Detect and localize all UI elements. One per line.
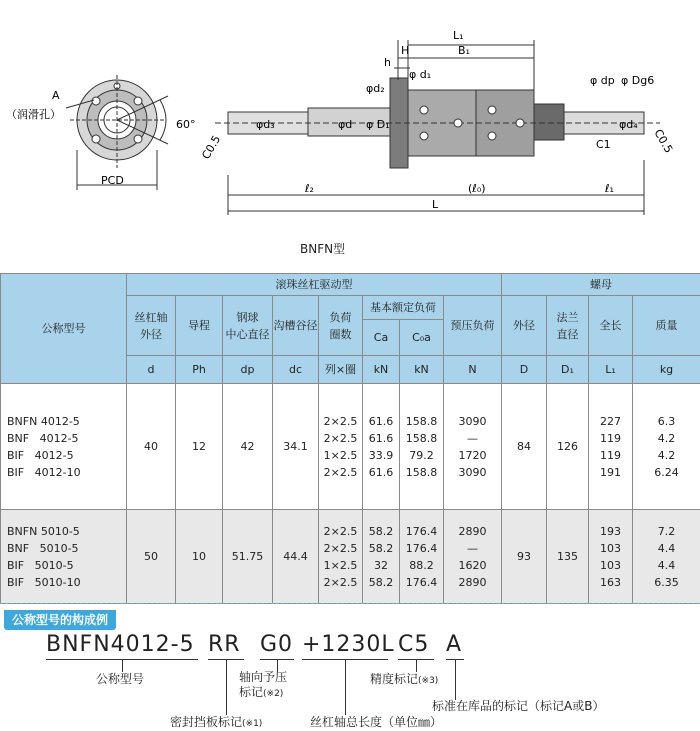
cell-preload: 2890 — 1620 2890: [444, 510, 502, 604]
header-c0a: C₀a: [400, 320, 444, 356]
leader-stock: [455, 660, 456, 700]
cell-ph: 10: [176, 510, 223, 604]
cell-ca: 58.2 58.2 32 58.2: [363, 510, 400, 604]
dim-d: φd: [338, 118, 353, 131]
cell-dc: 34.1: [273, 384, 319, 510]
cell-D: 93: [502, 510, 547, 604]
code-seal: RR: [208, 632, 241, 657]
table-row: [1, 384, 700, 510]
header-basic-load: 基本额定负荷: [363, 296, 444, 320]
chamfer-right-label: C0.5: [651, 127, 676, 156]
ball-screw-drawing: [0, 0, 700, 265]
model-list: BNFN 5010-5 BNF 5010-5 BIF 5010-5 BIF 5010-10: [1, 510, 127, 604]
unit-ph: Ph: [176, 356, 223, 384]
cell-dp: 42: [223, 384, 273, 510]
leader-seal: [226, 660, 227, 715]
unit-dc: dc: [273, 356, 319, 384]
dim-L1: L₁: [453, 29, 464, 42]
cell-D1: 126: [547, 384, 589, 510]
dim-l0: (ℓ₀): [468, 182, 486, 195]
dim-d1: φ d₁: [409, 68, 432, 81]
label-stock: 标准在库品的标记（标记A或B）: [432, 699, 605, 713]
label-length: 丝杠轴总长度（单位㎜）: [310, 715, 443, 729]
dim-dp: φ dp: [590, 74, 615, 87]
header-lead: 导程: [176, 296, 223, 356]
code-preload: G0: [260, 632, 294, 657]
code-model: BNFN4012-5: [46, 632, 195, 657]
cell-kg: 7.2 4.4 4.4 6.35: [633, 510, 700, 604]
dim-B1: B₁: [458, 44, 470, 57]
dim-d2: φd₂: [366, 82, 385, 95]
unit-L1: L₁: [589, 356, 633, 384]
cell-preload: 3090 — 1720 3090: [444, 384, 502, 510]
oil-hole-marker: A: [52, 89, 60, 102]
header-preload: 预压负荷: [444, 296, 502, 356]
header-outer-dia: 外径: [502, 296, 547, 356]
dim-d4: φd₄: [619, 118, 638, 131]
header-ca: Ca: [363, 320, 400, 356]
section-divider: [0, 603, 700, 607]
code-accuracy: C5: [398, 632, 430, 657]
header-total-length: 全长: [589, 296, 633, 356]
header-drive-group: 滚珠丝杠驱动型: [127, 274, 502, 296]
table-row: [1, 510, 700, 604]
leader-length: [345, 660, 346, 715]
spec-table: [0, 273, 700, 604]
label-model: 公称型号: [96, 672, 145, 686]
label-seal: 密封挡板标记(※1): [170, 715, 263, 729]
cell-D1: 135: [547, 510, 589, 604]
unit-kg: kg: [633, 356, 700, 384]
unit-D: D: [502, 356, 547, 384]
header-flange-dia: 法兰 直径: [547, 296, 589, 356]
label-preload: 轴向予压 标记(※2): [239, 670, 288, 699]
pcd-label: PCD: [101, 174, 124, 187]
cell-ca: 61.6 61.6 33.9 61.6: [363, 384, 400, 510]
flange-end-view: [66, 75, 168, 190]
header-ball-pcd: 钢球 中心直径: [223, 296, 273, 356]
angle-label: 60°: [176, 118, 196, 131]
cell-turns: 2×2.5 2×2.5 1×2.5 2×2.5: [319, 510, 363, 604]
header-nominal-model: 公称型号: [1, 274, 127, 384]
unit-n: N: [444, 356, 502, 384]
dim-l1: ℓ₁: [605, 182, 614, 195]
unit-ca: kN: [363, 356, 400, 384]
dim-d3: φd₃: [256, 118, 275, 131]
oil-hole-label: （润滑孔）: [6, 108, 61, 121]
header-load-turns: 负荷 圈数: [319, 296, 363, 356]
cell-c0a: 176.4 176.4 88.2 176.4: [400, 510, 444, 604]
cell-kg: 6.3 4.2 4.2 6.24: [633, 384, 700, 510]
cell-dp: 51.75: [223, 510, 273, 604]
unit-turns: 列×圈: [319, 356, 363, 384]
header-mass: 质量: [633, 296, 700, 356]
unit-D1: D₁: [547, 356, 589, 384]
unit-c0a: kN: [400, 356, 444, 384]
cell-dc: 44.4: [273, 510, 319, 604]
cell-c0a: 158.8 158.8 79.2 158.8: [400, 384, 444, 510]
cell-turns: 2×2.5 2×2.5 1×2.5 2×2.5: [319, 384, 363, 510]
cell-d: 40: [127, 384, 176, 510]
header-nut-group: 螺母: [502, 274, 700, 296]
code-length: +1230L: [302, 632, 395, 657]
code-stock: A: [446, 632, 463, 657]
cell-L1: 193 103 103 163: [589, 510, 633, 604]
cell-D: 84: [502, 384, 547, 510]
header-shaft-dia: 丝杠轴 外径: [127, 296, 176, 356]
model-list: BNFN 4012-5 BNF 4012-5 BIF 4012-5 BIF 4012-10: [1, 384, 127, 510]
chamfer-left-label: C0.5: [199, 133, 224, 162]
dim-L: L: [432, 198, 439, 211]
cell-ph: 12: [176, 384, 223, 510]
section-title: 公称型号的构成例: [4, 610, 116, 630]
dim-h: h: [384, 56, 391, 69]
unit-dp: dp: [223, 356, 273, 384]
cell-d: 50: [127, 510, 176, 604]
dim-C1: C1: [596, 138, 611, 151]
label-accuracy: 精度标记(※3): [370, 672, 439, 686]
dim-Dg6: φ Dg6: [621, 74, 655, 87]
header-groove-root: 沟槽谷径: [273, 296, 319, 356]
dim-l2: ℓ₂: [305, 182, 314, 195]
dim-H: H: [401, 44, 410, 57]
unit-d: d: [127, 356, 176, 384]
drawing-caption: BNFN型: [300, 242, 346, 256]
dim-D1: φ D₁: [366, 118, 390, 131]
screw-side-view: [215, 40, 660, 215]
cell-L1: 227 119 119 191: [589, 384, 633, 510]
